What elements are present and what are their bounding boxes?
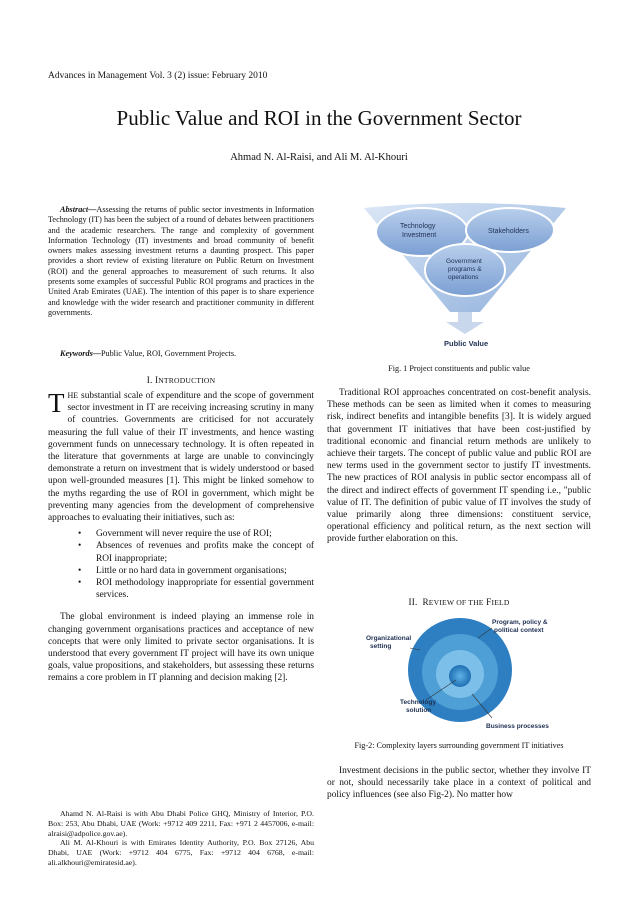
intro-paragraph-2: The global environment is indeed playing an immense role in changing government organisations practices and acceptance of new concepts that were only limited to private sector organisations. It is understood that every government IT project will have its own unique goals, value propositions, and stakeholders, but assessing these returns remains a core problem in IT planning and decision making [2]. (48, 612, 314, 684)
fig2-label: political context (494, 627, 544, 634)
fig2-label: Business processes (486, 723, 549, 730)
keywords-label: Keywords— (60, 349, 101, 358)
fig1-label: programs & (448, 266, 482, 273)
list-item: • ROI methodology inappropriate for essential government services. (96, 577, 314, 601)
technology-core (449, 665, 471, 687)
figure-2 (360, 614, 570, 734)
right-paragraph-1: Traditional ROI approaches concentrated on cost-benefit analysis. These methods can be seen as limited when it comes to measuring risk, indirect benefits and intangible benefits [3]. It is widely argued that government IT initiatives that have been cost-justified by traditional economic and financial return methods are unlikely to achieve their targets. The concept of public value and public ROI are new terms used in the government sector to justify IT investments. The new practices of ROI analysis in public sector encompass all of the direct and indirect effects of government IT spending i.e., "public value of IT. The definition of pubic value of IT involves the study of value primarily along three dimensions: constituent service, operational efficiency and political return, as the next section will provide further elaboration on this. (327, 388, 591, 545)
list-item: • Absences of revenues and profits make the concept of ROI inappropriate; (96, 540, 314, 564)
list-item: • Government will never require the use of ROI; (96, 528, 314, 540)
fig1-label: Technology (400, 223, 436, 230)
figure-2-caption: Fig-2: Complexity layers surrounding government IT initiatives (354, 741, 564, 750)
fig2-label: solution (406, 707, 432, 714)
section-heading-review: II. REVIEW OF THE FIELD (408, 597, 510, 607)
list-item: • Little or no hard data in government organisations; (96, 565, 314, 577)
figure-1-diagram (360, 200, 570, 350)
fig1-label: Government (446, 258, 482, 265)
paper-authors: Ahmad N. Al-Raisi, and Ali M. Al-Khouri (230, 152, 408, 163)
arrow-down-icon (446, 322, 484, 334)
right-paragraph-2: Investment decisions in the public sector, whether they involve IT or not, should necessarily take place in a context of political and policy influences (see also Fig-2). No matter how (327, 766, 591, 801)
intro-paragraph-1: substantial scale of expenditure and the scope of government sector investment in IT are receiving increasing scrutiny in many of countries. Governments are criticised for not accurately measuring the full value of their IT investments, and hence wasting government funds on unnecessary technology. It is often repeated in the literature that governments at large are unable to convincingly demonstrate a return on investment that is widely understood or based upon well-grounded measures [1]. This might be linked somehow to the myths regarding the use of ROI in government, which might be preventing many agencies from the development of comprehensive approaches to evaluating their initiatives, such as: (48, 391, 314, 524)
drop-cap: T (48, 388, 65, 418)
footnotes (48, 809, 314, 868)
figure-1-caption: Fig. 1 Project constituents and public value (388, 364, 530, 373)
arrow-stem (458, 312, 472, 322)
abstract-label: Abstract— (60, 205, 97, 214)
right-column-body-2 (327, 765, 591, 802)
keywords (48, 348, 314, 360)
fig1-label: operations (448, 274, 479, 281)
footnote-2: Ali M. Al-Khouri is with Emirates Identity Authority, P.O. Box 27126, Abu Dhabi, UAE (Work: +9712 404 6775, Fax: +9712 404 6768, e-mail: ali.alkhouri@emiratesid.ae). (48, 838, 314, 867)
fig2-label: Program, policy & (492, 619, 548, 626)
footnote-1: Ahamd N. Al-Raisi is with Abu Dhabi Police GHQ, Ministry of Interior, P.O. Box: 253, Abu Dhabi, UAE (Work: +9712 409 2211, Fax: +971 2 4457006, e-mail: alraisi@adpolice.gov.ae). (48, 809, 314, 838)
figure-2-diagram (360, 614, 570, 734)
figure-1 (360, 200, 570, 350)
abstract-text: Assessing the returns of public sector investments in Information Technology (IT) has been the subject of a round of debates between practitioners and the academic researchers. The range and complexity of government Information Technology (IT) investments and broad community of benefit owners makes assessing investment returns a daunting prospect. This paper provides a short review of existing literature on Public Return on Investment (ROI) and the general approaches to measurement of such returns. It also presents some examples of successful Public ROI programs and practices in the United Arab Emirates (UAE). The intention of this paper is to share experience and knowledge with the wider research and practitioner community in different governments. (48, 205, 314, 317)
fig1-label: Public Value (444, 339, 489, 348)
fig1-label: Stakeholders (488, 228, 529, 235)
fig2-label: Organizational (366, 635, 412, 642)
paper-title: Public Value and ROI in the Government Sector (116, 106, 522, 130)
journal-header: Advances in Management Vol. 3 (2) issue: February 2010 (48, 71, 268, 81)
right-column-body (327, 387, 591, 546)
keywords-text: Public Value, ROI, Government Projects. (100, 349, 237, 358)
introduction-body: THE substantial scale of expenditure and the scope of government sector investment in IT are receiving increasing scrutiny in many of countries. Governments are criticised for not accurately measuring the full value of their IT investments, and hence wasting government funds on unnecessary technology. It is often repeated in the literature that governments at large are unable to convincingly demonstrate a return on investment that is widely understood or based upon well-grounded measures [1]. This might be linked somehow to the myths regarding the use of ROI in government, which might be preventing many agencies from the development of comprehensive approaches to evaluating their initiatives, such as: • Government will never require the use of ROI; • Absences of revenues and profits make the concept of ROI inappropriate; • Little or no hard data in government organisations; • ROI methodology inappropriate for essential government services. The global environment is indeed playing an immense role in changing government organisations practices and acceptance of new concepts that were only limited to private sector organisations. It is understood that every government IT project will have its own unique goals, value propositions, and stakeholders, but assessing these returns remains a core problem in IT planning and decision making [2]. (48, 390, 314, 685)
fig2-label: setting (370, 643, 392, 650)
section-heading-introduction: I. INTRODUCTION (146, 375, 216, 385)
fig2-label: Technology (400, 699, 436, 706)
myths-list (48, 528, 314, 601)
fig1-label: Investment (402, 232, 437, 239)
abstract (48, 205, 314, 318)
